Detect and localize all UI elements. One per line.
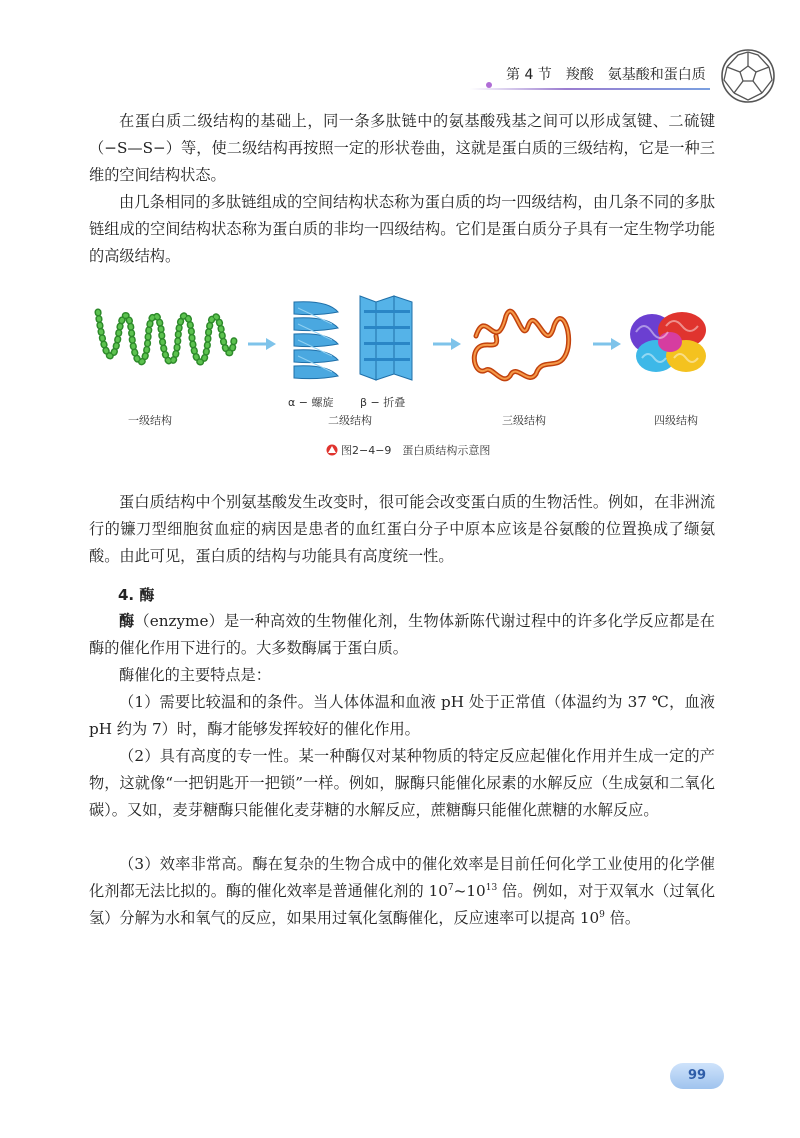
arrow-icon [593,338,621,350]
header-dot [486,82,492,88]
page-number: 99 [670,1063,724,1089]
beta-sheet-image [356,292,420,382]
section-heading-enzyme: 4. 酶 [118,586,155,604]
paragraph-enzyme-definition [89,608,715,662]
arrow-icon [433,338,461,350]
feature-3-text-c: 倍。例如，对于双氧水（过氧化氢）分解为水和氧气的反应，如果用过氧化氢酶催化，反应速率可以提高 10 [89,882,716,927]
secondary-structure-label: 二级结构 [328,414,372,427]
alpha-helix-label: α − 螺旋 [288,396,334,409]
paragraph-tertiary-structure: 在蛋白质二级结构的基础上，同一条多肽链中的氨基酸残基之间可以形成氢键、二硫键（−S—S−）等，使二级结构再按照一定的形状卷曲，这就是蛋白质的三级结构，它是一种三维的空间结构状态。 [89,112,715,184]
paragraph-quaternary-structure: 由几条相同的多肽链组成的空间结构状态称为蛋白质的均一四级结构，由几条不同的多肽链组成的空间结构状态称为蛋白质的非均一四级结构。它们是蛋白质分子具有一定生物学功能的高级结构。 [89,193,715,265]
primary-structure-label: 一级结构 [128,414,172,427]
feature-3-text-b: ~10 [453,882,486,900]
figure-caption [326,442,490,458]
protein-structure-figure [88,290,714,462]
page-header [0,58,800,98]
quaternary-structure-label: 四级结构 [654,414,698,427]
paragraph-feature-1: （1）需要比较温和的条件。当人体体温和血液 pH 处于正常值（体温约为 37 ℃，血液 pH 约为 7）时，酶才能够发挥较好的催化作用。 [89,693,715,738]
figure-caption-text: 图2−4−9 蛋白质结构示意图 [341,444,491,457]
feature-3-text-d: 倍。 [604,909,641,927]
tertiary-structure-image [466,296,586,386]
exponent-13: 13 [485,882,498,893]
exponent-7: 7 [447,882,454,893]
paragraph-enzyme-features-intro: 酶催化的主要特点是： [119,666,271,684]
enzyme-definition-text: （enzyme）是一种高效的生物催化剂，生物体新陈代谢过程中的许多化学反应都是在酶的催化作用下进行的。大多数酶属于蛋白质。 [89,612,715,657]
paragraph-structure-function: 蛋白质结构中个别氨基酸发生改变时，很可能会改变蛋白质的生物活性。例如，在非洲流行的镰刀型细胞贫血症的病因是患者的血红蛋白分子中原本应该是谷氨酸的位置换成了缬氨酸。由此可见，蛋白质的结构与功能具有高度统一性。 [89,493,715,565]
alpha-helix-image [288,296,344,386]
tertiary-structure-label: 三级结构 [502,414,546,427]
chapter-title: 第 4 节 羧酸 氨基酸和蛋白质 [506,67,706,83]
fullerene-icon [718,46,778,106]
paragraph-feature-2: （2）具有高度的专一性。某一种酶仅对某种物质的特定反应起催化作用并生成一定的产物，这就像“一把钥匙开一把锁”一样。例如，脲酶只能催化尿素的水解反应（生成氨和二氧化碳）。又如，麦芽糖酶只能催化麦芽糖的水解反应，蔗糖酶只能催化蔗糖的水解反应。 [89,747,715,819]
header-rule [470,88,710,90]
feature-3-text-a: （3）效率非常高。酶在复杂的生物合成中的催化效率是目前任何化学工业使用的化学催化剂都无法比拟的。酶的催化效率是普通催化剂的 10 [89,855,715,900]
triangle-icon [326,444,338,456]
arrow-icon [248,338,276,350]
exponent-9: 9 [599,909,605,920]
paragraph-feature-3 [89,851,715,932]
beta-sheet-label: β − 折叠 [360,396,406,409]
quaternary-structure-image [626,306,712,376]
enzyme-term: 酶 [119,612,135,630]
primary-structure-image [90,298,240,378]
